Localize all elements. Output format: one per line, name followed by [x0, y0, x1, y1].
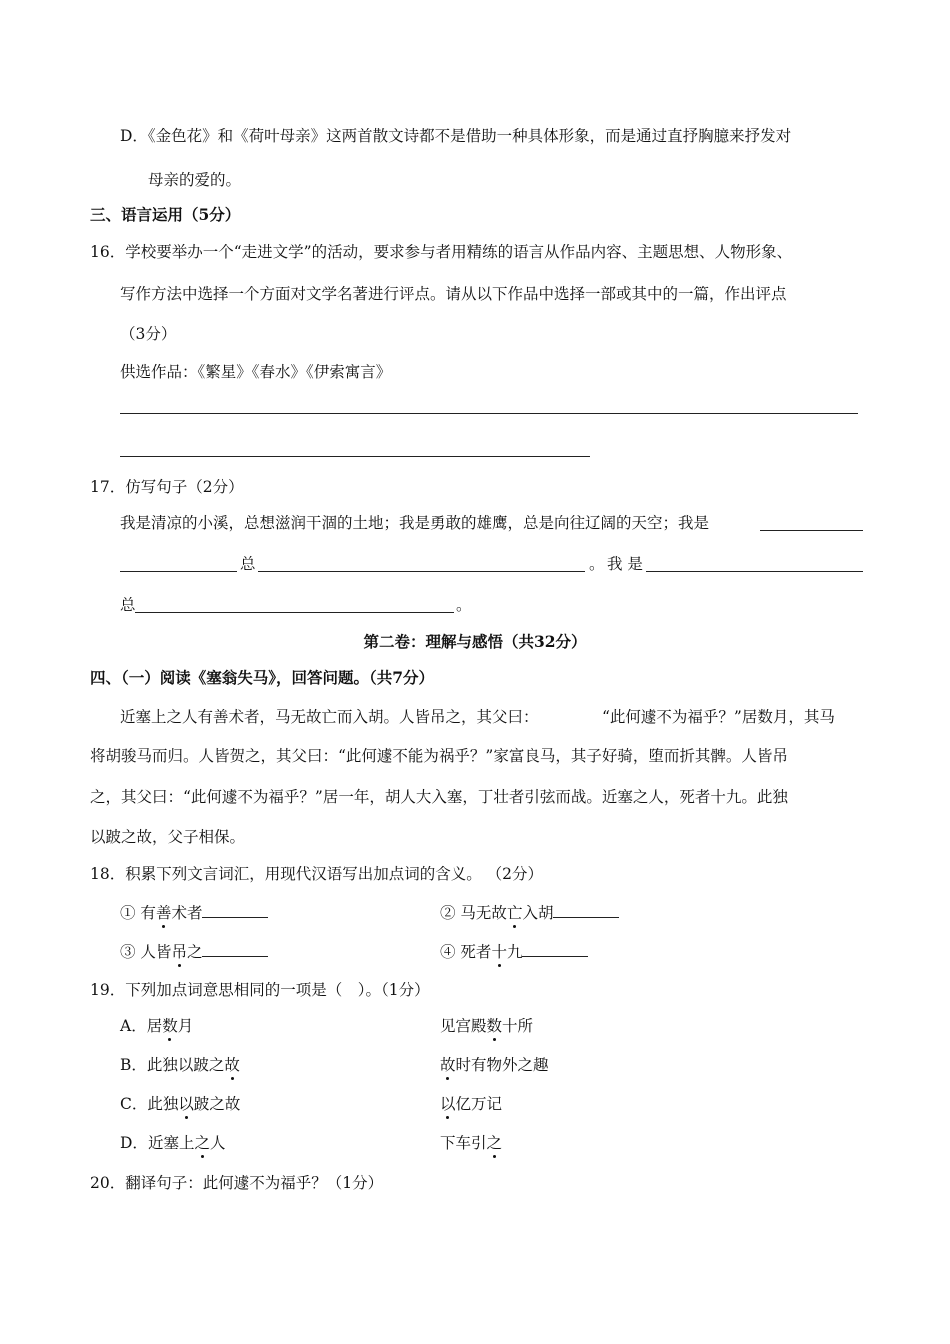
q18-item-1-blank[interactable]: [202, 901, 268, 918]
section-4-heading: 四、（一）阅读《塞翁失马》，回答问题。（共7分）: [90, 668, 435, 687]
q18-title: 18．积累下列文言词汇，用现代汉语写出加点词的含义。 （2分）: [90, 865, 544, 883]
passage-line-3: 之，其父曰：“此何遽不为福乎？”居一年，胡人大入塞，丁壮者引弦而战。近塞之人，死者十九。此独: [90, 788, 788, 806]
q17-title: 17．仿写句子（2分）: [90, 478, 244, 496]
q15-option-d-line2: 母亲的爱的。: [148, 171, 242, 189]
q17-blank-3[interactable]: [258, 571, 585, 572]
q17-period-1: 。: [589, 555, 605, 573]
q18-item-3: ③ 人皆吊之: [120, 940, 268, 962]
q18-item-4-blank[interactable]: [522, 940, 588, 957]
q17-sentence: 我是清凉的小溪，总想滋润干涸的土地；我是勇敢的雄鹰，总是向往辽阔的天空；我是: [120, 514, 710, 532]
q17-zong: 总: [240, 555, 256, 573]
passage-line-4: 以跛之故，父子相保。: [90, 828, 246, 846]
q19-title: 19．下列加点词意思相同的一项是（ ）。（1分）: [90, 981, 430, 999]
q17-period-2: 。: [456, 596, 472, 614]
q20-title: 20．翻译句子：此何遽不为福乎？（1分）: [90, 1174, 384, 1192]
q16-answer-line-1[interactable]: [120, 413, 858, 414]
q16-line3: （3分）: [120, 325, 177, 343]
q19-option-c[interactable]: C．此独以跛之故: [120, 1095, 241, 1113]
q18-item-2-blank[interactable]: [553, 901, 619, 918]
q19-option-d[interactable]: D．近塞上之人: [120, 1134, 226, 1152]
volume-2-heading: 第二卷：理解与感悟（共32分）: [363, 632, 587, 651]
q17-blank-2[interactable]: [120, 571, 237, 572]
q17-zong-2: 总: [120, 596, 136, 614]
section-3-heading: 三、语言运用（5分）: [90, 205, 241, 224]
q19-option-a-right: 见宫殿数十所: [440, 1017, 534, 1035]
q17-wo-shi: 我 是: [607, 555, 643, 573]
q17-blank-4[interactable]: [646, 571, 863, 572]
q19-option-a[interactable]: A．居数月: [120, 1017, 194, 1035]
q19-option-d-right: 下车引之: [440, 1134, 503, 1152]
q16-works: 供选作品：《繁星》《春水》《伊索寓言》: [120, 363, 392, 381]
q18-item-4: ④ 死者十九: [440, 940, 588, 962]
q19-option-c-right: 以亿万记: [440, 1095, 503, 1113]
q17-blank-1[interactable]: [760, 530, 863, 531]
q18-item-1: ① 有善术者: [120, 901, 268, 923]
q16-line1: 16．学校要举办一个“走进文学”的活动，要求参与者用精练的语言从作品内容、主题思想、人物形象、: [90, 243, 793, 261]
q15-option-d-line1: D．《金色花》和《荷叶母亲》这两首散文诗都不是借助一种具体形象，而是通过直抒胸臆来抒发对: [120, 127, 792, 145]
q17-blank-5[interactable]: [135, 612, 454, 613]
q18-item-3-blank[interactable]: [202, 940, 268, 957]
q19-option-b[interactable]: B．此独以跛之故: [120, 1056, 240, 1074]
q18-item-2: ② 马无故亡入胡: [440, 901, 619, 923]
passage-line-1a: 近塞上之人有善术者，马无故亡而入胡。人皆吊之，其父曰：: [120, 708, 539, 726]
passage-line-1b: “此何遽不为福乎？”居数月，其马: [602, 708, 835, 726]
q19-option-b-right: 故时有物外之趣: [440, 1056, 549, 1074]
q16-answer-line-2[interactable]: [120, 456, 590, 457]
passage-line-2: 将胡骏马而归。人皆贺之，其父曰：“此何遽不能为祸乎？”家富良马，其子好骑，堕而折其髀。人皆吊: [90, 747, 788, 765]
q16-line2: 写作方法中选择一个方面对文学名著进行评点。请从以下作品中选择一部或其中的一篇，作出评点: [120, 285, 787, 303]
